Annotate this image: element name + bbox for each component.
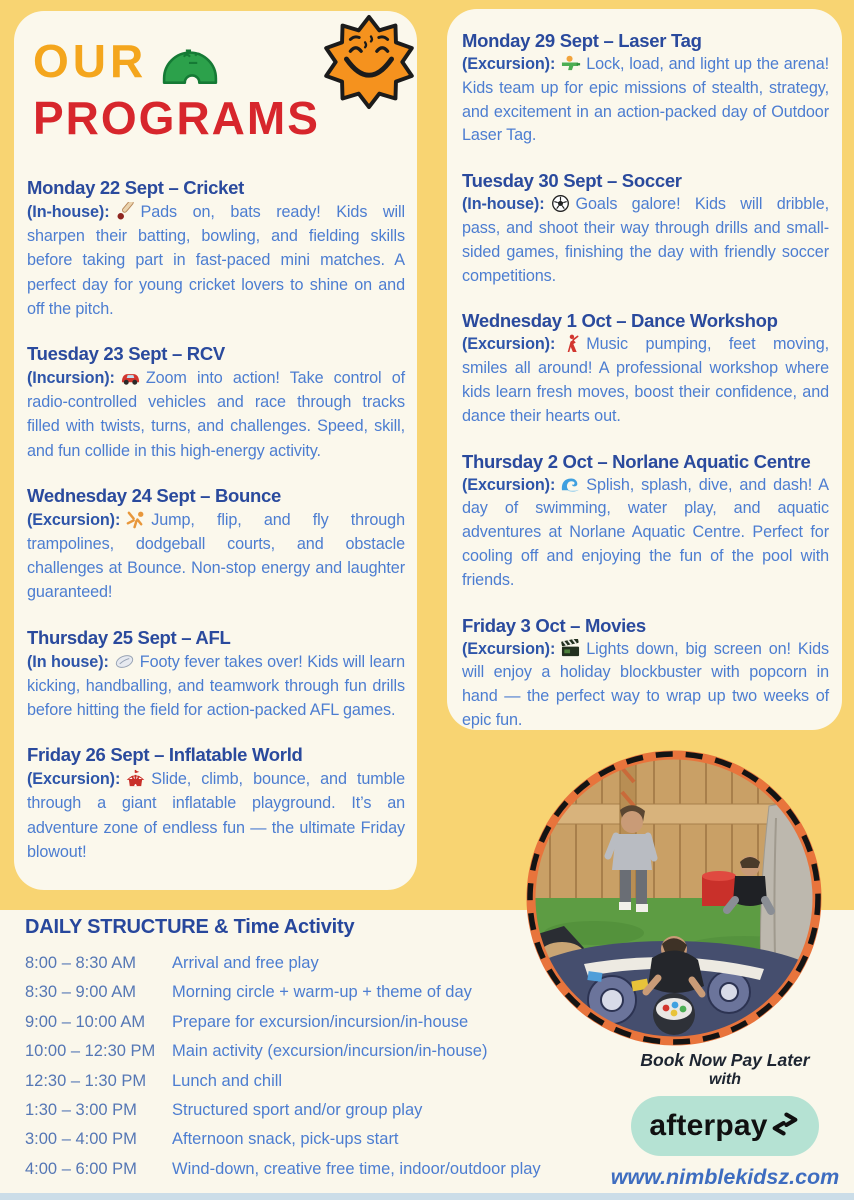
with-text: with xyxy=(709,1071,741,1088)
toy-car-icon xyxy=(120,368,141,387)
program-heading: Wednesday 24 Sept – Bounce xyxy=(27,484,282,506)
program-label: (Excursion): xyxy=(462,475,556,494)
afterpay-badge xyxy=(631,1096,819,1156)
afterpay-loop-arrow-icon xyxy=(769,1108,801,1145)
schedule-row xyxy=(25,1096,585,1125)
program-label: (Excursion): xyxy=(462,55,556,73)
book-now-pay-later-text: Book Now Pay Later xyxy=(640,1050,810,1070)
activity-cell: Afternoon snack, pick-ups start xyxy=(172,1130,399,1149)
program-afl xyxy=(27,625,405,723)
water-gun-icon xyxy=(560,54,581,73)
footy-ball-icon xyxy=(114,652,135,671)
program-label: (In-house): xyxy=(462,195,545,214)
program-body: Footy fever takes over! Kids will learn kicking, handballing, and teamwork through fun drills before hitting the field for action-packed AFL games. xyxy=(27,652,405,720)
program-cricket xyxy=(27,175,405,321)
bottom-edge-strip xyxy=(0,1193,854,1200)
program-soccer xyxy=(462,168,829,288)
clapperboard-icon xyxy=(560,639,581,658)
program-heading: Wednesday 1 Oct – Dance Workshop xyxy=(462,310,778,332)
program-heading: Monday 22 Sept – Cricket xyxy=(27,177,244,198)
program-body: Goals galore! Kids will dribble, pass, and shoot their way through drills and small-sided games, finishing the day with friendly soccer competitions. xyxy=(462,195,829,285)
schedule-row xyxy=(25,1037,585,1066)
program-heading: Friday 3 Oct – Movies xyxy=(462,614,646,636)
cartwheel-icon xyxy=(125,510,146,529)
program-body: Pads on, bats ready! Kids will sharpen their batting, bowling, and fielding skills before taking part in fast-paced mini matches. A perfect day for young cricket lovers to shine on and off the pitch. xyxy=(27,203,405,318)
program-label: (In-house): xyxy=(27,203,110,221)
dancer-icon xyxy=(560,334,581,353)
activity-cell: Structured sport and/or group play xyxy=(172,1101,423,1120)
program-label: (Incursion): xyxy=(27,369,115,388)
program-heading: Monday 29 Sept – Laser Tag xyxy=(462,30,702,51)
green-dome-face-icon xyxy=(161,41,219,92)
soccer-ball-icon xyxy=(550,194,571,213)
time-cell: 10:00 – 12:30 PM xyxy=(25,1042,156,1061)
program-heading: Thursday 2 Oct – Norlane Aquatic Centre xyxy=(462,450,811,472)
schedule-row xyxy=(25,1008,585,1037)
program-laser-tag xyxy=(462,28,829,148)
program-bounce xyxy=(27,483,405,605)
program-label: (Excursion): xyxy=(462,335,556,354)
activity-cell: Arrival and free play xyxy=(172,954,319,972)
schedule-row xyxy=(25,949,585,978)
time-cell: 9:00 – 10:00 AM xyxy=(25,1012,146,1031)
smiling-sun-icon xyxy=(320,12,418,112)
program-body: Splish, splash, dive, and dash! A day of swimming, water play, and aquatic adventures at Norlane Aquatic Centre. Perfect for cooling off and enjoying the fun of the pool with friends. xyxy=(462,475,829,589)
time-cell: 1:30 – 3:00 PM xyxy=(25,1101,137,1120)
program-movies xyxy=(462,613,829,733)
schedule-row xyxy=(25,978,585,1007)
program-label: (Excursion): xyxy=(27,770,121,789)
program-card-week1 xyxy=(14,11,417,890)
time-cell: 4:00 – 6:00 PM xyxy=(25,1159,137,1178)
time-cell: 8:00 – 8:30 AM xyxy=(25,954,136,972)
schedule-row xyxy=(25,1155,585,1184)
program-rcv xyxy=(27,341,405,463)
afterpay-wordmark: afterpay xyxy=(649,1109,768,1142)
daily-structure-section xyxy=(25,916,585,1184)
daily-structure-heading: DAILY STRUCTURE & Time Activity xyxy=(25,916,355,938)
activity-cell: Main activity (excursion/incursion/in-house) xyxy=(172,1042,488,1061)
program-label: (Excursion): xyxy=(462,639,556,658)
activity-cell: Lunch and chill xyxy=(172,1071,283,1090)
circus-tent-icon xyxy=(125,769,146,788)
payment-block xyxy=(592,1050,854,1190)
program-body: Lock, load, and light up the arena! Kids team up for epic missions of stealth, strategy, and excitement in an action-packed day of Outdoor Laser Tag. xyxy=(462,55,829,145)
program-body: Jump, flip, and fly through trampolines, dodgeball courts, and obstacle challenges at Bounce. Non-stop energy and laughter guaranteed! xyxy=(27,510,405,602)
wave-icon xyxy=(560,475,581,494)
cricket-bat-icon xyxy=(115,202,136,221)
time-cell: 3:00 – 4:00 PM xyxy=(25,1130,137,1149)
time-cell: 12:30 – 1:30 PM xyxy=(25,1071,147,1090)
program-body: Lights down, big screen on! Kids will enjoy a holiday blockbuster with popcorn in hand — the perfect way to wrap up two weeks of epic fun. xyxy=(462,639,829,729)
activity-cell: Wind-down, creative free time, indoor/outdoor play xyxy=(172,1159,541,1178)
program-heading: Thursday 25 Sept – AFL xyxy=(27,626,231,648)
website-link[interactable]: www.nimblekidsz.com xyxy=(610,1165,840,1189)
schedule-row xyxy=(25,1067,585,1096)
program-label: (Excursion): xyxy=(27,510,121,529)
activity-cell: Morning circle + warm-up + theme of day xyxy=(172,983,472,1002)
activity-cell: Prepare for excursion/incursion/in-house xyxy=(172,1012,469,1031)
program-card-week2 xyxy=(447,9,842,730)
kids-playing-photo xyxy=(524,748,824,1048)
program-body: Zoom into action! Take control of radio-controlled vehicles and race through tracks filled with twists, turns, and challenges. Speed, skill, and fun collide in this high-energy activity. xyxy=(27,369,405,460)
title-our: OUR xyxy=(33,35,148,87)
schedule-row xyxy=(25,1125,585,1154)
program-heading: Tuesday 30 Sept – Soccer xyxy=(462,170,682,192)
program-body: Slide, climb, bounce, and tumble through a giant inflatable playground. It’s an adventure zone of endless fun — the ultimate Friday blowout! xyxy=(27,770,405,861)
program-label: (In house): xyxy=(27,652,109,671)
title-programs: PROGRAMS xyxy=(33,92,320,144)
time-cell: 8:30 – 9:00 AM xyxy=(25,983,136,1002)
program-body: Music pumping, feet moving, smiles all around! A professional workshop where kids learn fresh moves, boost their confidence, and dance their hearts out. xyxy=(462,335,829,425)
program-dance-workshop xyxy=(462,308,829,428)
program-aquatic-centre xyxy=(462,449,829,593)
program-heading: Friday 26 Sept – Inflatable World xyxy=(27,744,303,766)
program-inflatable-world xyxy=(27,742,405,864)
program-heading: Tuesday 23 Sept – RCV xyxy=(27,343,225,365)
